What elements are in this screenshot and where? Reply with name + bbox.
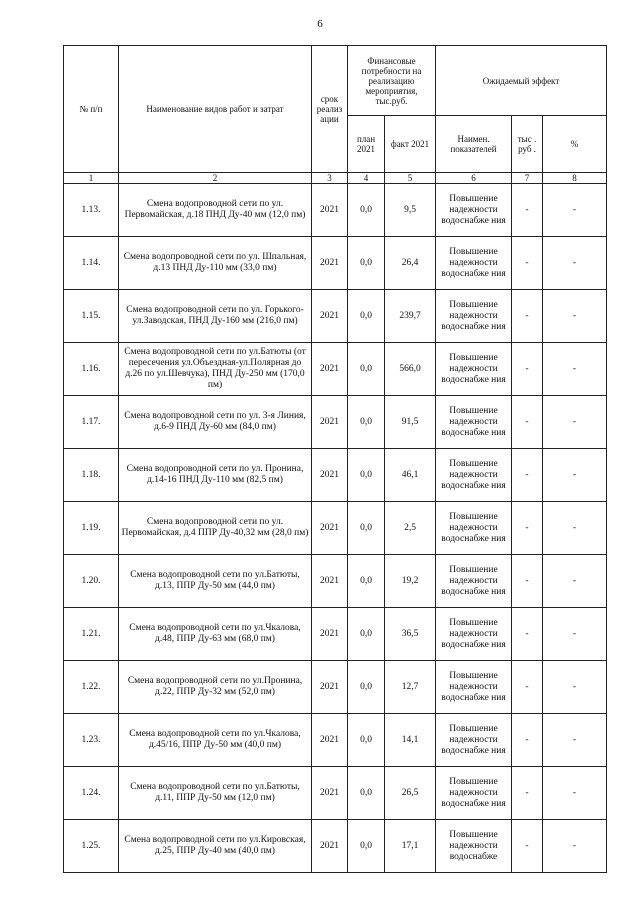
plan-cell: 0,0 <box>348 661 385 714</box>
header-finance: Финансовые потребности на реализацию мероприятия, тыс.руб. <box>348 46 436 116</box>
thousand-cell: - <box>512 608 543 661</box>
work-name: Смена водопроводной сети по ул. Пронина, д.14-16 ПНД Ду-110 мм (82,5 пм) <box>119 449 312 502</box>
work-name: Смена водопроводной сети по ул.Батюты, д.13, ППР Ду-50 мм (44,0 пм) <box>119 555 312 608</box>
work-name: Смена водопроводной сети по ул. Горького-ул.Заводская, ПНД Ду-160 мм (216,0 пм) <box>119 290 312 343</box>
column-index: 7 <box>512 173 543 184</box>
effect-cell: Повышение надежности водоснабже ния <box>436 449 512 502</box>
plan-cell: 0,0 <box>348 396 385 449</box>
thousand-cell: - <box>512 237 543 290</box>
table-row <box>64 555 607 608</box>
row-number: 1.15. <box>64 290 119 343</box>
plan-cell: 0,0 <box>348 290 385 343</box>
table-row <box>64 290 607 343</box>
fact-cell: 239,7 <box>385 290 436 343</box>
work-name: Смена водопроводной сети по ул.Кировская, д.25, ППР Ду-40 мм (40,0 пм) <box>119 820 312 873</box>
thousand-cell: - <box>512 714 543 767</box>
fact-cell: 36,5 <box>385 608 436 661</box>
work-name: Смена водопроводной сети по ул. Шпальная, д.13 ПНД Ду-110 мм (33,0 пм) <box>119 237 312 290</box>
row-number: 1.18. <box>64 449 119 502</box>
percent-cell: - <box>543 502 607 555</box>
effect-cell: Повышение надежности водоснабже ния <box>436 714 512 767</box>
column-index: 3 <box>312 173 348 184</box>
thousand-cell: - <box>512 184 543 237</box>
works-table <box>63 45 607 873</box>
row-number: 1.22. <box>64 661 119 714</box>
thousand-cell: - <box>512 767 543 820</box>
table-row <box>64 237 607 290</box>
plan-cell: 0,0 <box>348 449 385 502</box>
table-row <box>64 767 607 820</box>
thousand-cell: - <box>512 661 543 714</box>
column-index: 8 <box>543 173 607 184</box>
term-cell: 2021 <box>312 449 348 502</box>
table-row <box>64 661 607 714</box>
work-name: Смена водопроводной сети по ул.Чкалова, д.48, ППР Ду-63 мм (68,0 пм) <box>119 608 312 661</box>
term-cell: 2021 <box>312 714 348 767</box>
row-number: 1.20. <box>64 555 119 608</box>
thousand-cell: - <box>512 449 543 502</box>
plan-cell: 0,0 <box>348 555 385 608</box>
term-cell: 2021 <box>312 661 348 714</box>
plan-cell: 0,0 <box>348 767 385 820</box>
table-row <box>64 184 607 237</box>
percent-cell: - <box>543 767 607 820</box>
column-index: 5 <box>385 173 436 184</box>
thousand-cell: - <box>512 290 543 343</box>
table-header <box>64 46 607 184</box>
column-index: 1 <box>64 173 119 184</box>
fact-cell: 46,1 <box>385 449 436 502</box>
column-index-row <box>64 173 607 184</box>
table-body <box>64 184 607 873</box>
fact-cell: 14,1 <box>385 714 436 767</box>
row-number: 1.17. <box>64 396 119 449</box>
row-number: 1.19. <box>64 502 119 555</box>
plan-cell: 0,0 <box>348 608 385 661</box>
term-cell: 2021 <box>312 184 348 237</box>
thousand-cell: - <box>512 820 543 873</box>
table-row <box>64 820 607 873</box>
percent-cell: - <box>543 714 607 767</box>
table-row <box>64 502 607 555</box>
percent-cell: - <box>543 343 607 396</box>
fact-cell: 2,5 <box>385 502 436 555</box>
percent-cell: - <box>543 184 607 237</box>
thousand-cell: - <box>512 343 543 396</box>
percent-cell: - <box>543 237 607 290</box>
effect-cell: Повышение надежности водоснабже ния <box>436 608 512 661</box>
effect-cell: Повышение надежности водоснабже ния <box>436 396 512 449</box>
header-effect-name: Наимен. показателей <box>436 116 512 173</box>
row-number: 1.25. <box>64 820 119 873</box>
effect-cell: Повышение надежности водоснабже ния <box>436 555 512 608</box>
fact-cell: 91,5 <box>385 396 436 449</box>
table-row <box>64 396 607 449</box>
term-cell: 2021 <box>312 767 348 820</box>
thousand-cell: - <box>512 555 543 608</box>
term-cell: 2021 <box>312 608 348 661</box>
header-effect-thousand: тыс . руб . <box>512 116 543 173</box>
term-cell: 2021 <box>312 237 348 290</box>
header-name: Наименование видов работ и затрат <box>119 46 312 173</box>
header-effect: Ожидаемый эффект <box>436 46 607 116</box>
page-number: 6 <box>317 18 323 30</box>
work-name: Смена водопроводной сети по ул.Батюты, д.11, ППР Ду-50 мм (12,0 пм) <box>119 767 312 820</box>
column-index: 6 <box>436 173 512 184</box>
table-row <box>64 343 607 396</box>
plan-cell: 0,0 <box>348 714 385 767</box>
fact-cell: 26,5 <box>385 767 436 820</box>
effect-cell: Повышение надежности водоснабже ния <box>436 661 512 714</box>
thousand-cell: - <box>512 502 543 555</box>
row-number: 1.21. <box>64 608 119 661</box>
column-index: 4 <box>348 173 385 184</box>
column-index: 2 <box>119 173 312 184</box>
table-row <box>64 714 607 767</box>
effect-cell: Повышение надежности водоснабже ния <box>436 237 512 290</box>
work-name: Смена водопроводной сети по ул.Пронина, д.22, ППР Ду-32 мм (52,0 пм) <box>119 661 312 714</box>
effect-cell: Повышение надежности водоснабже ния <box>436 290 512 343</box>
work-name: Смена водопроводной сети по ул. 3-я Линия, д.6-9 ПНД Ду-60 мм (84,0 пм) <box>119 396 312 449</box>
fact-cell: 566,0 <box>385 343 436 396</box>
row-number: 1.23. <box>64 714 119 767</box>
work-name: Смена водопроводной сети по ул.Чкалова, д.45/16, ППР Ду-50 мм (40,0 пм) <box>119 714 312 767</box>
header-effect-percent: % <box>543 116 607 173</box>
work-name: Смена водопроводной сети по ул.Батюты (от пересечения ул.Объездная-ул.Полярная до д.26 по ул.Шевчука), ПНД Ду-250 мм (170,0 пм) <box>119 343 312 396</box>
effect-cell: Повышение надежности водоснабже ния <box>436 767 512 820</box>
fact-cell: 12,7 <box>385 661 436 714</box>
header-term: срок реализ ации <box>312 46 348 173</box>
thousand-cell: - <box>512 396 543 449</box>
row-number: 1.16. <box>64 343 119 396</box>
plan-cell: 0,0 <box>348 237 385 290</box>
table-row <box>64 608 607 661</box>
percent-cell: - <box>543 555 607 608</box>
percent-cell: - <box>543 661 607 714</box>
term-cell: 2021 <box>312 396 348 449</box>
fact-cell: 26,4 <box>385 237 436 290</box>
plan-cell: 0,0 <box>348 184 385 237</box>
header-plan: план 2021 <box>348 116 385 173</box>
term-cell: 2021 <box>312 820 348 873</box>
percent-cell: - <box>543 290 607 343</box>
plan-cell: 0,0 <box>348 502 385 555</box>
plan-cell: 0,0 <box>348 343 385 396</box>
term-cell: 2021 <box>312 555 348 608</box>
work-name: Смена водопроводной сети по ул. Первомайская, д.4 ППР Ду-40,32 мм (28,0 пм) <box>119 502 312 555</box>
percent-cell: - <box>543 396 607 449</box>
row-number: 1.14. <box>64 237 119 290</box>
term-cell: 2021 <box>312 343 348 396</box>
row-number: 1.13. <box>64 184 119 237</box>
term-cell: 2021 <box>312 502 348 555</box>
work-name: Смена водопроводной сети по ул. Первомайская, д.18 ПНД Ду-40 мм (12,0 пм) <box>119 184 312 237</box>
table-row <box>64 449 607 502</box>
fact-cell: 19,2 <box>385 555 436 608</box>
fact-cell: 17,1 <box>385 820 436 873</box>
effect-cell: Повышение надежности водоснабже ния <box>436 184 512 237</box>
term-cell: 2021 <box>312 290 348 343</box>
effect-cell: Повышение надежности водоснабже ния <box>436 343 512 396</box>
percent-cell: - <box>543 449 607 502</box>
percent-cell: - <box>543 608 607 661</box>
fact-cell: 9,5 <box>385 184 436 237</box>
header-fact: факт 2021 <box>385 116 436 173</box>
plan-cell: 0,0 <box>348 820 385 873</box>
percent-cell: - <box>543 820 607 873</box>
effect-cell: Повышение надежности водоснабже <box>436 820 512 873</box>
effect-cell: Повышение надежности водоснабже ния <box>436 502 512 555</box>
header-num: № п/п <box>64 46 119 173</box>
row-number: 1.24. <box>64 767 119 820</box>
